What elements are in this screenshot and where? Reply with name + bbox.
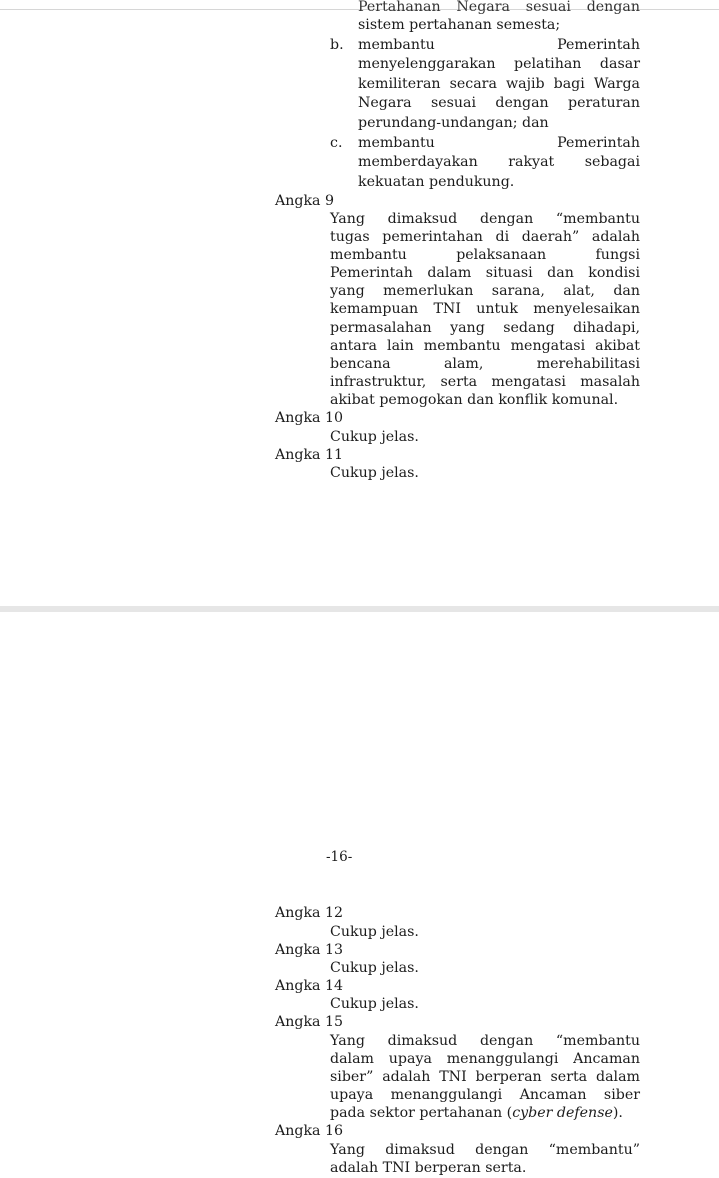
section-text: Cukup jelas.: [330, 960, 419, 976]
item-b-line: Negara sesuai dengan peraturan: [358, 95, 640, 111]
section-heading: Angka 13: [275, 942, 344, 958]
paragraph-line: yang memerlukan sarana, alat, dan: [330, 283, 640, 299]
paragraph-line: upaya menanggulangi Ancaman siber: [330, 1087, 640, 1103]
item-c-line: kekuatan pendukung.: [358, 174, 515, 190]
section-text: Cukup jelas.: [330, 924, 419, 940]
paragraph-line: bencana alam, merehabilitasi: [330, 356, 640, 372]
section-heading: Angka 14: [275, 978, 344, 994]
section-heading: Angka 12: [275, 905, 344, 921]
section-text: Cukup jelas.: [330, 429, 419, 445]
item-a-end: sistem pertahanan semesta;: [358, 17, 561, 33]
item-b-marker: b.: [330, 37, 344, 53]
paragraph-line: tugas pemerintahan di daerah” adalah: [330, 229, 640, 245]
item-b-first-word: membantu: [358, 37, 435, 53]
italic-term: cyber defense: [512, 1105, 613, 1121]
item-b-line: menyelenggarakan pelatihan dasar: [358, 56, 640, 72]
paragraph-line: Yang dimaksud dengan “membantu: [330, 1033, 640, 1049]
cut-off-line: Pertahanan Negara sesuai dengan: [358, 0, 640, 15]
paragraph-line-end: ).: [612, 1105, 623, 1121]
section-heading: Angka 15: [275, 1014, 344, 1030]
section-text: Cukup jelas.: [330, 996, 419, 1012]
paragraph-line: kemampuan TNI untuk menyelesaikan: [330, 301, 640, 317]
item-b-line: kemiliteran secara wajib bagi Warga: [358, 76, 640, 92]
paragraph-line: Pemerintah dalam situasi dan kondisi: [330, 265, 640, 281]
item-c-first-word-right: Pemerintah: [557, 135, 640, 151]
paragraph-line: membantu pelaksanaan fungsi: [330, 247, 640, 263]
paragraph-line: akibat pemogokan dan konflik komunal.: [330, 392, 619, 408]
paragraph-line: antara lain membantu mengatasi akibat: [330, 338, 640, 354]
paragraph-line: [330, 1104, 623, 1123]
paragraph-line: permasalahan yang sedang dihadapi,: [330, 320, 640, 336]
item-c-line: memberdayakan rakyat sebagai: [358, 154, 640, 170]
paragraph-line: Yang dimaksud dengan “membantu”: [330, 1142, 640, 1158]
section-heading: Angka 16: [275, 1123, 344, 1139]
page-number: -16-: [326, 849, 353, 865]
section-heading: Angka 11: [275, 447, 344, 463]
item-b-first-word-right: Pemerintah: [557, 37, 640, 53]
item-c-marker: c.: [330, 135, 343, 151]
item-c-first-word: membantu: [358, 135, 435, 151]
section-heading: Angka 9: [275, 193, 335, 209]
paragraph-line: infrastruktur, serta mengatasi masalah: [330, 374, 640, 390]
paragraph-line: siber” adalah TNI berperan serta dalam: [330, 1069, 640, 1085]
section-text: Cukup jelas.: [330, 465, 419, 481]
paragraph-line: Yang dimaksud dengan “membantu: [330, 211, 640, 227]
section-heading: Angka 10: [275, 410, 344, 426]
paragraph-line-text: pada sektor pertahanan (: [330, 1105, 513, 1121]
item-b-line: perundang-undangan; dan: [358, 115, 549, 131]
document-page-16: [0, 612, 719, 1175]
paragraph-line: dalam upaya menanggulangi Ancaman: [330, 1051, 640, 1067]
paragraph-line: adalah TNI berperan serta.: [330, 1160, 527, 1176]
